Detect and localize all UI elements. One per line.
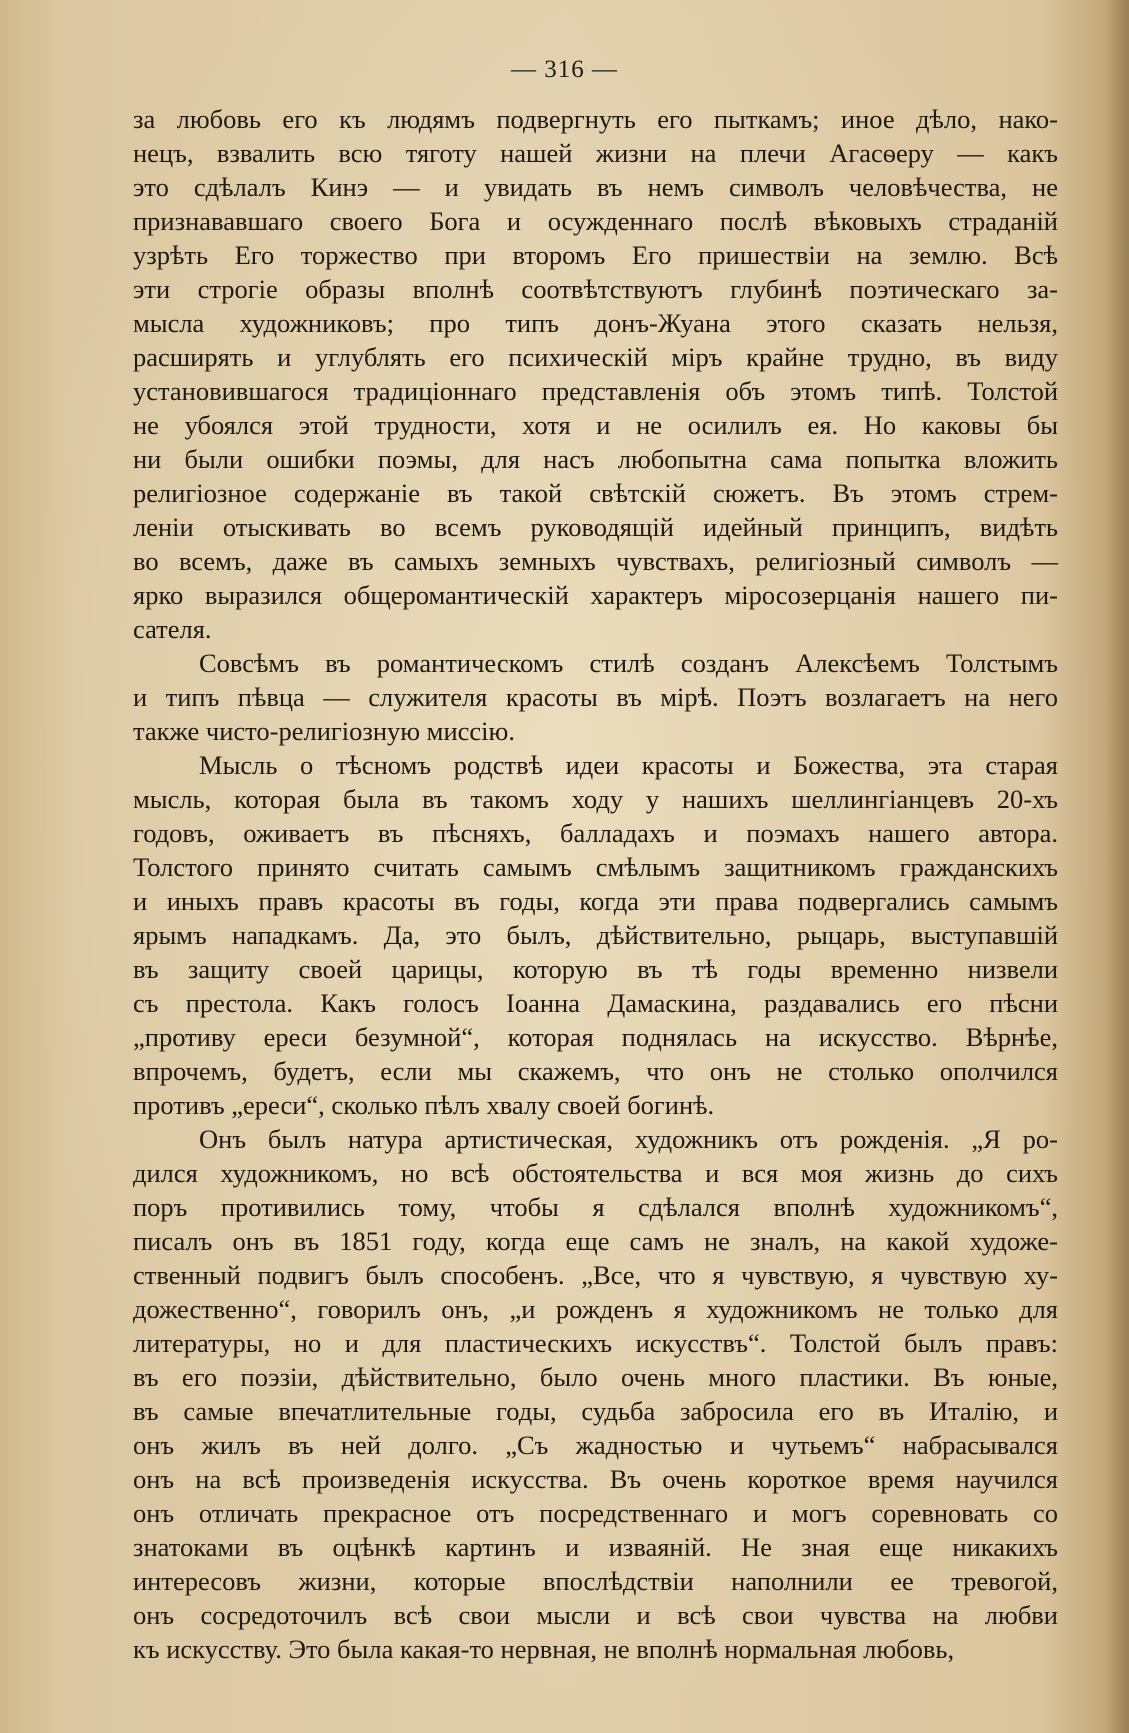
text-line: мысль, которая была въ такомъ ходу у нашихъ шеллингіанцевъ 20-хъ <box>133 784 1058 814</box>
text-line: онъ сосредоточилъ всѣ свои мысли и всѣ свои чувства на любви <box>133 1600 1058 1630</box>
page-edge-shadow <box>1105 0 1129 1733</box>
text-line: въ самые впечатлительные годы, судьба забросила его въ Италію, и <box>133 1396 1058 1426</box>
text-line: ярымъ нападкамъ. Да, это былъ, дѣйствительно, рыцарь, выступавшій <box>133 920 1058 950</box>
text-line: и иныхъ правъ красоты въ годы, когда эти права подвергались самымъ <box>133 886 1058 916</box>
text-line: установившагося традиціоннаго представленія объ этомъ типѣ. Толстой <box>133 376 1058 406</box>
text-line: религіозное содержаніе въ такой свѣтскій сюжетъ. Въ этомъ стрем- <box>133 478 1058 508</box>
text-line: также чисто-религіозную миссію. <box>133 716 515 746</box>
text-line: ственный подвигъ былъ способенъ. „Все, что я чувствую, я чувствую ху- <box>133 1260 1058 1290</box>
text-line: признававшаго своего Бога и осужденнаго послѣ вѣковыхъ страданій <box>133 206 1058 236</box>
text-line: Мысль о тѣсномъ родствѣ идеи красоты и Божества, эта старая <box>199 750 1058 780</box>
text-line: Толстого принято считать самымъ смѣлымъ защитникомъ гражданскихъ <box>133 852 1058 882</box>
text-line: нецъ, взвалить всю тяготу нашей жизни на плечи Агасѳеру — какъ <box>133 138 1058 168</box>
text-line: это сдѣлалъ Кинэ — и увидать въ немъ символъ человѣчества, не <box>133 172 1058 202</box>
page-number: — 316 — <box>511 56 618 83</box>
text-line: онъ отличать прекрасное отъ посредственнаго и могъ соревновать со <box>133 1498 1058 1528</box>
text-line: Онъ былъ натура артистическая, художникъ отъ рожденія. „Я ро- <box>199 1124 1058 1154</box>
body-text <box>133 102 1058 1666</box>
text-line: и типъ пѣвца — служителя красоты въ мірѣ. Поэтъ возлагаетъ на него <box>133 682 1058 712</box>
text-line: ярко выразился общеромантическій характеръ міросозерцанія нашего пи- <box>133 580 1058 610</box>
text-line: Совсѣмъ въ романтическомъ стилѣ созданъ Алексѣемъ Толстымъ <box>199 648 1058 678</box>
text-line: сателя. <box>133 614 212 644</box>
text-line: интересовъ жизни, которые впослѣдствіи наполнили ее тревогой, <box>133 1566 1058 1596</box>
text-line: писалъ онъ въ 1851 году, когда еще самъ не зналъ, на какой художе- <box>133 1226 1058 1256</box>
text-line: за любовь его къ людямъ подвергнуть его пыткамъ; иное дѣло, нако- <box>133 104 1058 134</box>
text-line: въ его поэзіи, дѣйствительно, было очень много пластики. Въ юные, <box>133 1362 1058 1392</box>
text-line: узрѣть Его торжество при второмъ Его пришествіи на землю. Всѣ <box>133 240 1058 270</box>
text-line: въ защиту своей царицы, которую въ тѣ годы временно низвели <box>133 954 1058 984</box>
text-line: леніи отыскивать во всемъ руководящій идейный принципъ, видѣть <box>133 512 1058 542</box>
text-line: расширять и углублять его психическій міръ крайне трудно, въ виду <box>133 342 1058 372</box>
text-line: знатоками въ оцѣнкѣ картинъ и изваяній. Не зная еще никакихъ <box>133 1532 1058 1562</box>
text-line: эти строгіе образы вполнѣ соотвѣтствуютъ глубинѣ поэтическаго за- <box>133 274 1058 304</box>
text-line: онъ на всѣ произведенія искусства. Въ очень короткое время научился <box>133 1464 1058 1494</box>
text-line: противъ „ереси“, сколько пѣлъ хвалу своей богинѣ. <box>133 1090 715 1120</box>
text-line: ни были ошибки поэмы, для насъ любопытна сама попытка вложить <box>133 444 1058 474</box>
text-line: къ искусству. Это была какая-то нервная, не вполнѣ нормальная любовь, <box>133 1634 955 1664</box>
text-line: литературы, но и для пластическихъ искусствъ“. Толстой былъ правъ: <box>133 1328 1058 1358</box>
text-line: онъ жилъ въ ней долго. „Съ жадностью и чутьемъ“ набрасывался <box>133 1430 1058 1460</box>
text-line: „противу ереси безумной“, которая поднялась на искусство. Вѣрнѣе, <box>133 1022 1058 1052</box>
text-line: не убоялся этой трудности, хотя и не осилилъ ея. Но каковы бы <box>133 410 1058 440</box>
text-line: съ престола. Какъ голосъ Іоанна Дамаскина, раздавались его пѣсни <box>133 988 1058 1018</box>
text-line: мысла художниковъ; про типъ донъ-Жуана этого сказать нельзя, <box>133 308 1058 338</box>
text-line: дился художникомъ, но всѣ обстоятельства и вся моя жизнь до сихъ <box>133 1158 1058 1188</box>
text-line: во всемъ, даже въ самыхъ земныхъ чувствахъ, религіозный символъ — <box>133 546 1058 576</box>
text-line: годовъ, оживаетъ въ пѣсняхъ, балладахъ и поэмахъ нашего автора. <box>133 818 1058 848</box>
text-line: впрочемъ, будетъ, если мы скажемъ, что онъ не столько ополчился <box>133 1056 1058 1086</box>
text-line: дожественно“, говорилъ онъ, „и рожденъ я художникомъ не только для <box>133 1294 1058 1324</box>
text-line: поръ противились тому, чтобы я сдѣлался вполнѣ художникомъ“, <box>133 1192 1058 1222</box>
